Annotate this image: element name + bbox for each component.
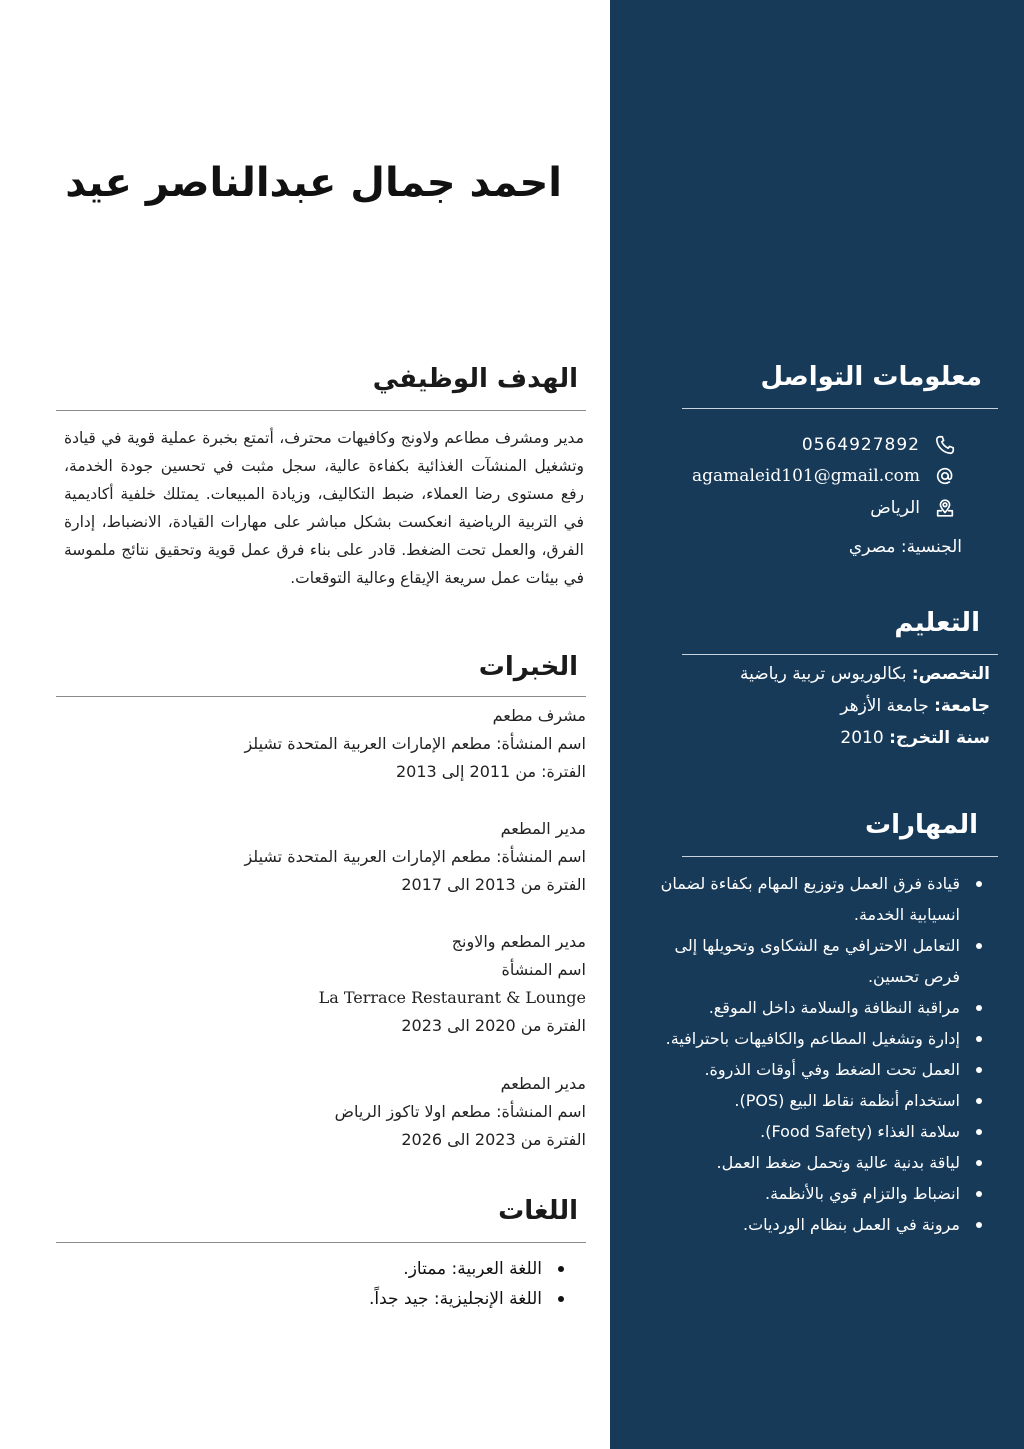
email-address[interactable]: agamaleid101@gmail.com [692,466,920,486]
experience-org: اسم المنشأة [501,960,586,979]
languages-divider [56,1242,586,1243]
experience-divider [56,696,586,697]
candidate-name: احمد جمال عبدالناصر عيد [65,160,562,206]
objective-text: مدير ومشرف مطاعم ولاونج وكافيهات محترف، أتمتع بخبرة عملية قوية في قيادة وتشغيل المنشآت الغذائية بكفاءة عالية، سجل مثبت في تحسين جودة الخدمة، رفع مستوى رضا العملاء، ضبط التكاليف، وزيادة المبيعات. يمتلك خلفية أكاديمية في التربية الرياضية انعكست بشكل مباشر على مهارات القيادة، الانضباط، إدارة الفرق، والعمل تحت الضغط. قادر على بناء فرق عمل قوية وتحقيق نتائج ملموسة في بيئات عمل سريعة الإيقاع وعالية التوقعات. [64,429,584,587]
contact-divider [682,408,998,409]
skills-list [634,868,990,1240]
contact-phone [802,430,956,460]
email-icon [934,465,956,487]
experience-item [46,1070,586,1154]
education-university [840,696,990,716]
experience-item [46,928,586,1040]
experience-period: الفترة من 2023 الى 2026 [401,1130,586,1149]
list-item: مراقبة النظافة والسلامة داخل الموقع. [634,992,990,1023]
education-grad-value: 2010 [840,728,884,748]
location-pin-icon [934,497,956,519]
education-major-label: التخصص: [911,664,990,684]
education-major [740,664,990,684]
skills-divider [682,856,998,857]
list-item: قيادة فرق العمل وتوزيع المهام بكفاءة لضمان انسيابية الخدمة. [634,868,990,930]
experience-role: مدير المطعم [500,819,586,838]
phone-icon [934,434,956,456]
education-university-label: جامعة: [934,696,990,716]
phone-number[interactable]: 0564927892 [801,435,920,455]
education-divider [682,654,998,655]
skills-title: المهارات [864,810,978,840]
education-major-value: بكالوريوس تربية رياضية [740,664,907,684]
list-item: لياقة بدنية عالية وتحمل ضغط العمل. [634,1147,990,1178]
experience-org: اسم المنشأة: مطعم الإمارات العربية المتحدة تشيلز [244,847,586,866]
education-grad-label: سنة التخرج: [889,728,990,748]
languages-title: اللغات [498,1196,578,1226]
objective-divider [56,410,586,411]
contact-location [870,493,956,523]
experience-role: مدير المطعم [500,1074,586,1093]
list-item: العمل تحت الضغط وفي أوقات الذروة. [634,1054,990,1085]
list-item: انضباط والتزام قوي بالأنظمة. [634,1178,990,1209]
objective-title: الهدف الوظيفي [372,364,578,394]
list-item: اللغة العربية: ممتاز. [369,1254,566,1284]
experience-role: مشرف مطعم [492,706,586,725]
experience-item [46,815,586,899]
education-title: التعليم [894,608,980,638]
contact-nationality [849,532,962,562]
experience-period: الفترة من 2020 الى 2023 [401,1016,586,1035]
nationality: الجنسية: مصري [848,537,962,557]
education-graduation [840,728,990,748]
experience-title: الخبرات [478,652,578,682]
contact-title: معلومات التواصل [760,362,982,392]
list-item: التعامل الاحترافي مع الشكاوى وتحويلها إلى فرص تحسين. [634,930,990,992]
experience-period: الفترة: من 2011 إلى 2013 [395,762,586,781]
education-university-value: جامعة الأزهر [840,696,929,716]
experience-item [46,702,586,786]
experience-org: اسم المنشأة: مطعم اولا تاكوز الرياض [334,1102,586,1121]
sidebar [610,0,1024,1449]
experience-org-name: La Terrace Restaurant & Lounge [318,988,586,1007]
experience-period: الفترة من 2013 الى 2017 [401,875,586,894]
contact-email [692,461,956,491]
experience-role: مدير المطعم والاونج [451,932,586,951]
list-item: استخدام أنظمة نقاط البيع (POS). [634,1085,990,1116]
city: الرياض [870,498,920,518]
experience-org: اسم المنشأة: مطعم الإمارات العربية المتحدة تشيلز [244,734,586,753]
list-item: اللغة الإنجليزية: جيد جداً. [369,1284,566,1314]
list-item: سلامة الغذاء (Food Safety). [634,1116,990,1147]
list-item: مرونة في العمل بنظام الورديات. [634,1209,990,1240]
list-item: إدارة وتشغيل المطاعم والكافيهات باحترافية. [634,1023,990,1054]
languages-list [369,1254,566,1314]
